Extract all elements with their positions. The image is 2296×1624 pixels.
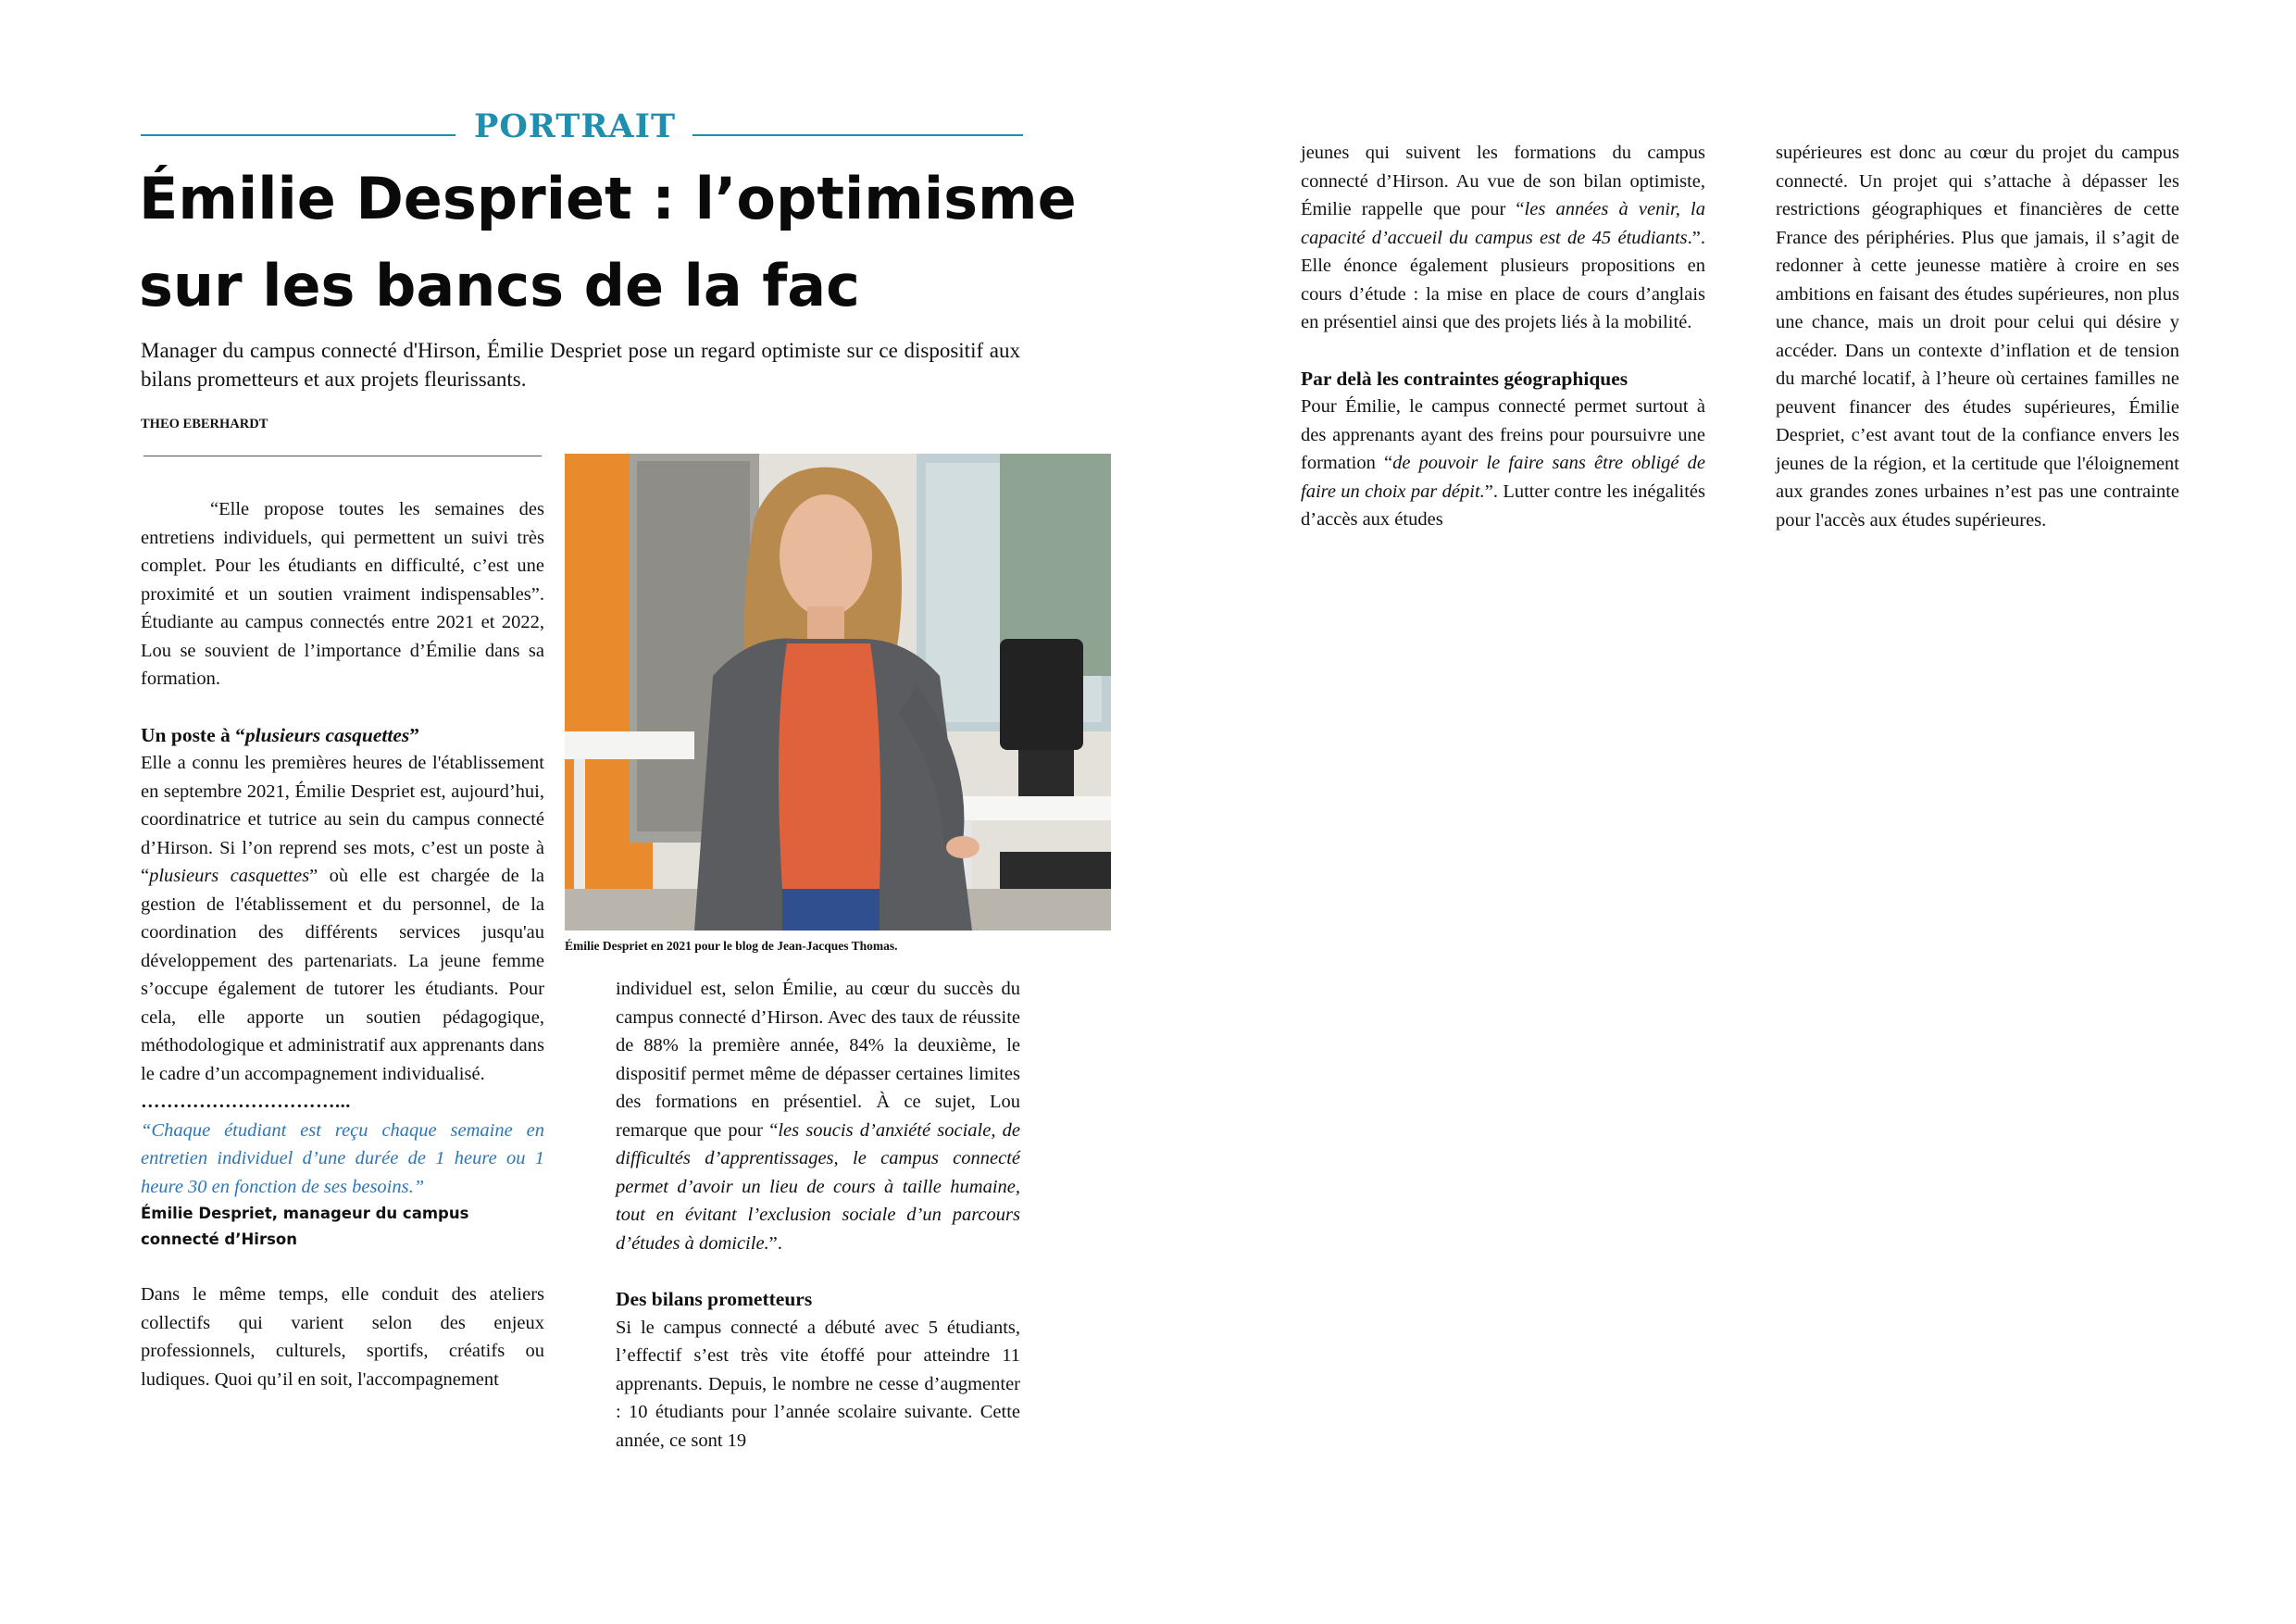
paragraph-success: individuel est, selon Émilie, au cœur du succès du campus connecté d’Hirson. Avec des taux de réussite de 88% la première année, 84% la deuxième, le dispositif permet même de dépasser certaines limites des formations en présentiel. À ce sujet, Lou remarque que pour “les soucis d’anxiété sociale, de difficultés d’apprentissages, le campus connecté permet d’avoir un lieu de cours à taille humaine, tout en évitant l’exclusion sociale d’un parcours d’études à domicile.”. (616, 979, 1021, 1254)
article-column-4 (1776, 139, 2179, 534)
pullquote: “Chaque étudiant est reçu chaque semaine en entretien individuel d’une durée de 1 heure ou 1 heure 30 en fonction de ses besoins.” (141, 1119, 544, 1197)
subheading-bilans: Des bilans prometteurs (616, 1288, 813, 1310)
pullquote-attribution: Émilie Despriet, manageur du campus connecté d’Hirson (141, 1205, 469, 1248)
headline (139, 156, 1077, 330)
headline-line-2: sur les bancs de la fac (139, 252, 860, 319)
pullquote-separator: …………………………... (141, 1092, 351, 1112)
portrait-photo (565, 454, 1111, 931)
photo-caption: Émilie Despriet en 2021 pour le blog de Jean-Jacques Thomas. (565, 939, 898, 953)
subheading-contraintes: Par delà les contraintes géographiques (1301, 367, 1628, 390)
headline-line-1: Émilie Despriet : l’optimisme (139, 165, 1077, 232)
rubric-label: PORTRAIT (474, 107, 676, 145)
article-column-3 (1301, 139, 1705, 534)
paragraph-conclusion: supérieures est donc au cœur du projet du campus connecté. Un projet qui s’attache à dépasser les restrictions géographiques et financières de cette France des périphéries. Plus que jamais, il s’agit de redonner à cette jeunesse matière à croire en ses ambitions en faisant des études supérieures, non plus une chance, mais un droit pour celui qui désire y accéder. Dans un contexte d’inflation et de tension du marché locatif, à l’heure où certaines familles ne peuvent financer des études supérieures, Émilie Despriet, c’est avant tout de la confiance envers les jeunes de la région, et la certitude que l'éloignement aux grandes zones urbaines n’est pas une contrainte pour l'accès aux études supérieures. (1776, 143, 2179, 531)
rubric-rule-right (693, 134, 1023, 136)
paragraph-effectif: Si le campus connecté a débuté avec 5 étudiants, l’effectif s’est très vite étoffé pour atteindre 11 apprenants. Depuis, le nombre ne cesse d’augmenter : 10 étudiants pour l’année scolaire suivante. Cette année, ce sont 19 (616, 1317, 1020, 1451)
paragraph-bilan: jeunes qui suivent les formations du campus connecté d’Hirson. Au vue de son bilan optimiste, Émilie rappelle que pour “les années à venir, la capacité d’accueil du campus est de 45 étudiants.”. Elle énonce également plusieurs propositions en cours d’étude : la mise en place de cours d’anglais en présentiel ainsi que des projets liés à la mobilité. (1301, 143, 1705, 332)
paragraph-freins: Pour Émilie, le campus connecté permet surtout à des apprenants ayant des freins pour poursuivre une formation “de pouvoir le faire sans être obligé de faire un choix par dépit.”. Lutter contre les inégalités d’accès aux études (1301, 396, 1705, 530)
paragraph-role: Elle a connu les premières heures de l'établissement en septembre 2021, Émilie Despriet est, aujourd’hui, coordinatrice et tutrice au sein du campus connecté d’Hirson. Si l’on reprend ses mots, c’est un poste à “plusieurs casquettes” où elle est chargée de la gestion de l'établissement et du personnel, de la coordination des différents services jusqu'au développement des partenariats. La jeune femme s’occupe également de tutorer les étudiants. Pour cela, elle apporte un soutien pédagogique, méthodologique et administratif aux apprenants dans le cadre d’un accompagnement individualisé. (141, 753, 544, 1084)
article-column-1 (141, 495, 544, 1393)
paragraph-intro-quote: “Elle propose toutes les semaines des entretiens individuels, qui permettent un suivi très complet. Pour les étudiants en difficulté, c’est une proximité et un soutien vraiment indispensables”. Étudiante au campus connectés entre 2021 et 2022, Lou se souvient de l’importance d’Émilie dans sa formation. (141, 499, 544, 689)
article-column-2 (616, 975, 1020, 1455)
paragraph-ateliers: Dans le même temps, elle conduit des ateliers collectifs qui varient selon des enjeux professionnels, culturels, sportifs, créatifs ou ludiques. Quoi qu’il en soit, l'accompagnement (141, 1284, 544, 1390)
rubric-rule-left (141, 134, 455, 136)
subheading-casquettes: Un poste à “plusieurs casquettes” (141, 723, 420, 746)
standfirst: Manager du campus connecté d'Hirson, Émilie Despriet pose un regard optimiste sur ce dispositif aux bilans prometteurs et aux projets fleurissants. (141, 339, 1020, 391)
author-byline: THEO EBERHARDT (141, 417, 268, 431)
